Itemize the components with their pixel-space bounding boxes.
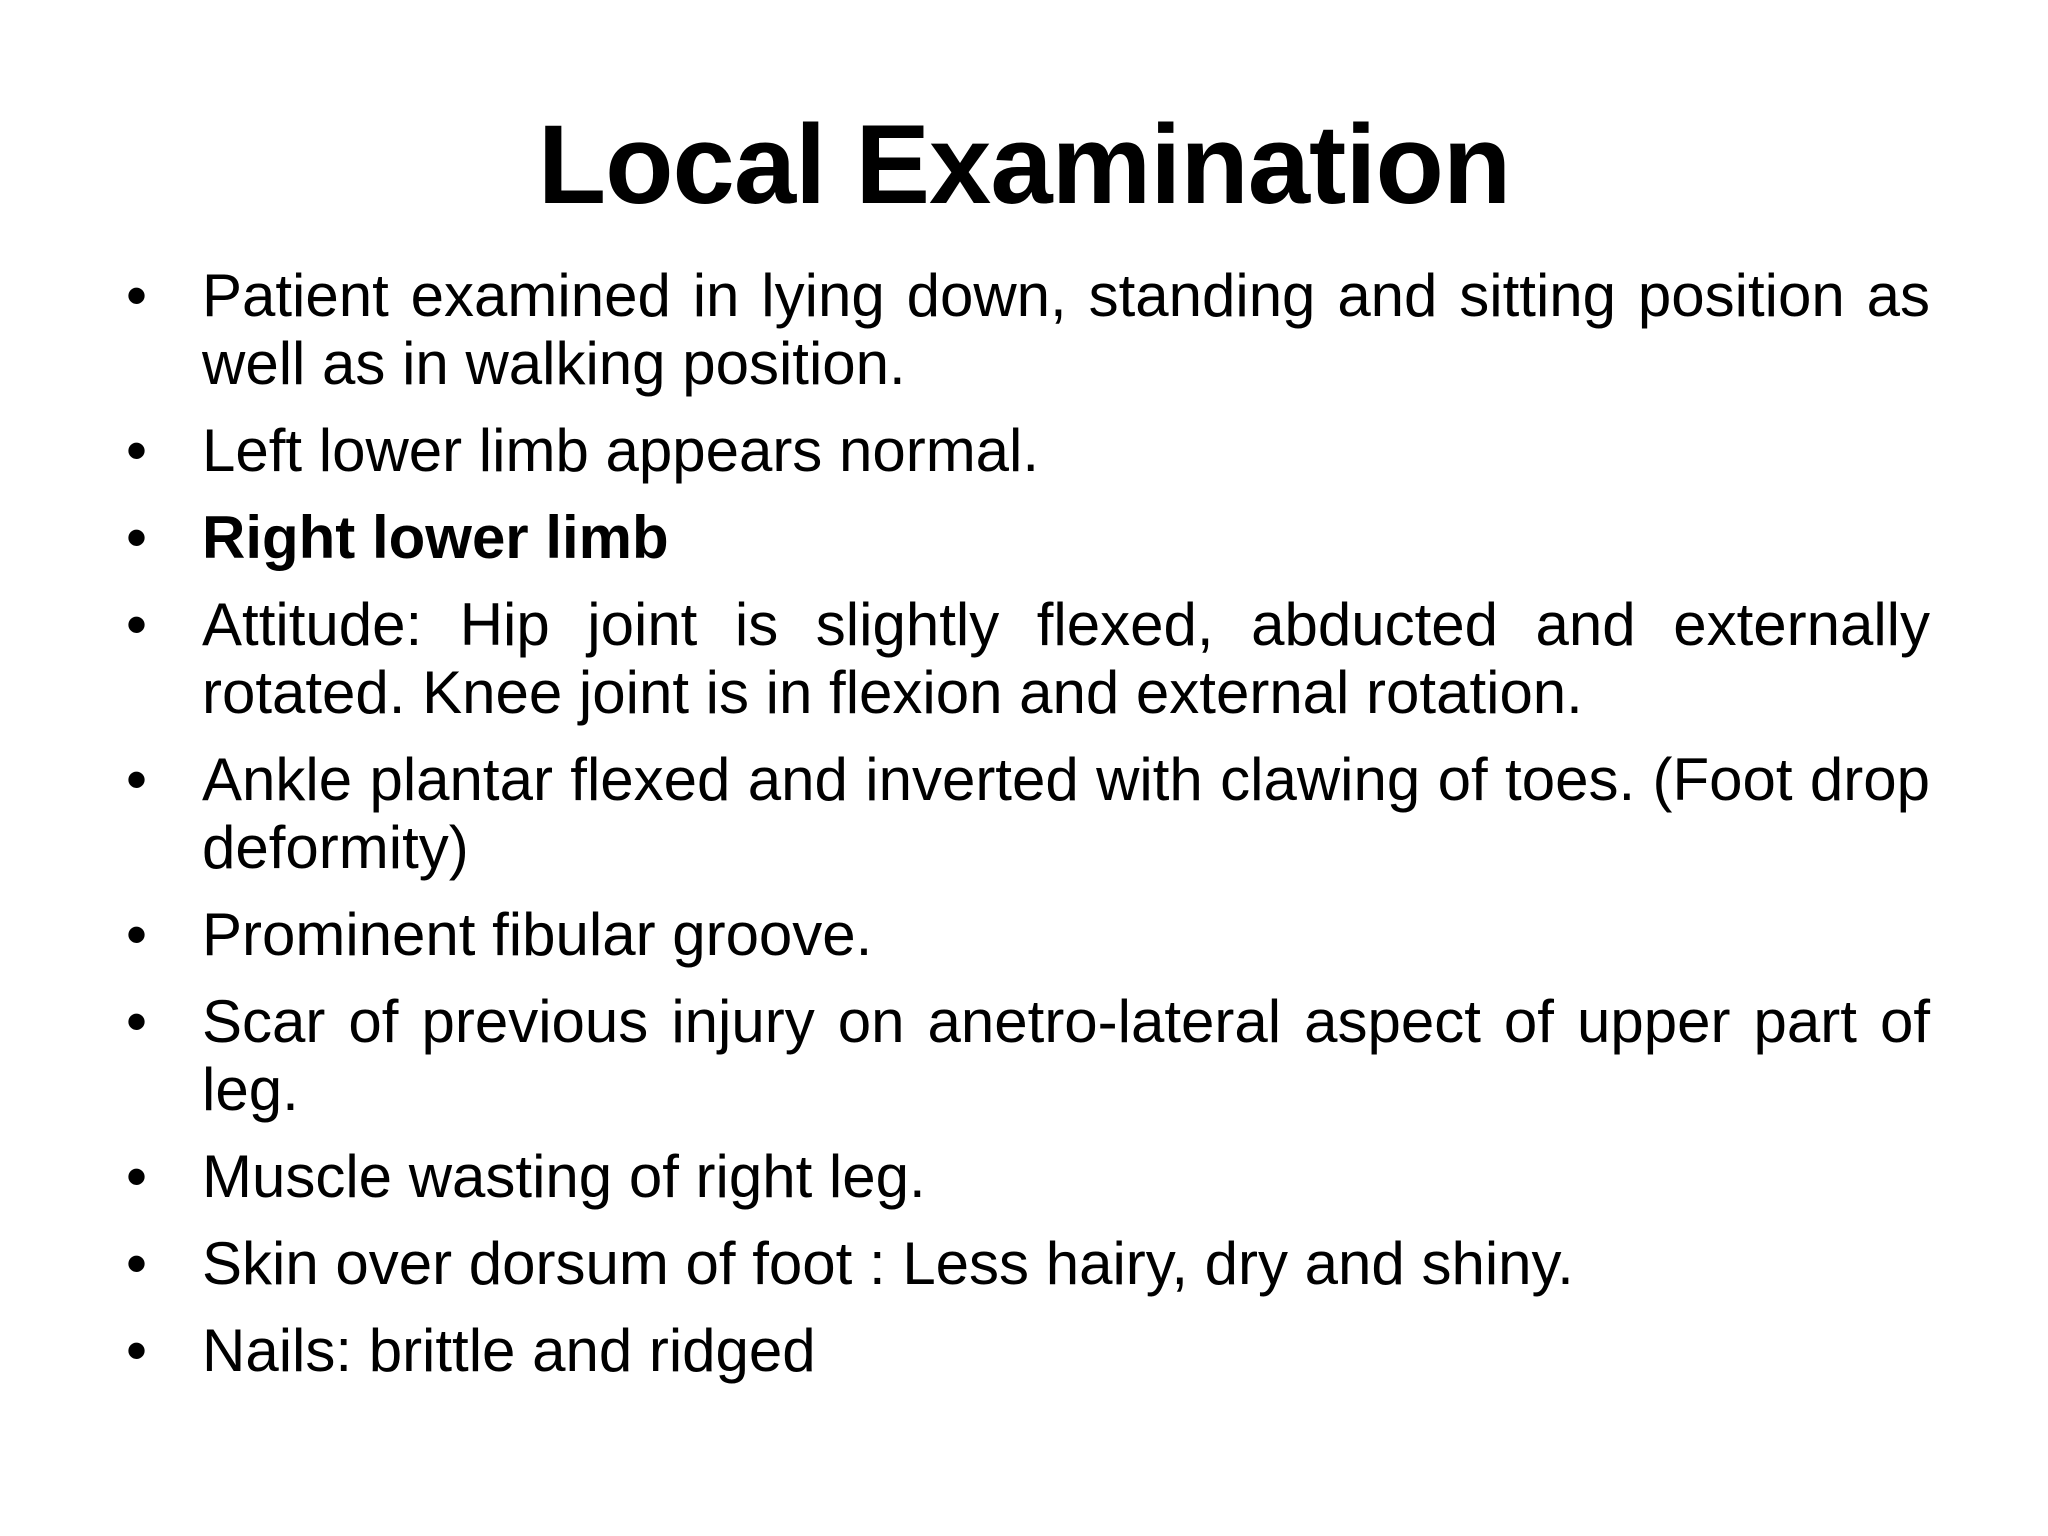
list-item xyxy=(120,504,1930,572)
bullet-icon: • xyxy=(126,1317,148,1384)
list-item-text: Nails: brittle and ridged xyxy=(202,1317,816,1384)
bullet-icon: • xyxy=(126,591,148,658)
list-item-text: Ankle plantar flexed and inverted with clawing of toes. (Foot drop deformity) xyxy=(202,746,1930,881)
list-item-text: Prominent fibular groove. xyxy=(202,901,873,968)
list-item xyxy=(120,901,1930,969)
list-item-text: Scar of previous injury on anetro-lateral aspect of upper part of leg. xyxy=(202,988,1930,1123)
list-item xyxy=(120,1143,1930,1211)
list-item-text: Patient examined in lying down, standing and sitting position as well as in walking position. xyxy=(202,262,1930,397)
list-item xyxy=(120,988,1930,1124)
list-item-text: Muscle wasting of right leg. xyxy=(202,1143,926,1210)
bullet-list xyxy=(120,262,1930,1404)
list-item-text: Skin over dorsum of foot : Less hairy, dry and shiny. xyxy=(202,1230,1574,1297)
slide-title: Local Examination xyxy=(537,102,1511,227)
list-item xyxy=(120,591,1930,727)
bullet-icon: • xyxy=(126,1143,148,1210)
list-item xyxy=(120,1317,1930,1385)
list-item xyxy=(120,417,1930,485)
list-item-text: Attitude: Hip joint is slightly flexed, abducted and externally rotated. Knee joint is in flexion and external rotation. xyxy=(202,591,1930,726)
list-item xyxy=(120,746,1930,882)
bullet-icon: • xyxy=(126,988,148,1055)
bullet-icon: • xyxy=(126,262,148,329)
list-item-heading: Right lower limb xyxy=(202,504,669,571)
bullet-icon: • xyxy=(126,1230,148,1297)
list-item-text: Left lower limb appears normal. xyxy=(202,417,1040,484)
bullet-icon: • xyxy=(126,901,148,968)
list-item xyxy=(120,1230,1930,1298)
list-item xyxy=(120,262,1930,398)
bullet-icon: • xyxy=(126,417,148,484)
bullet-icon: • xyxy=(126,504,148,571)
bullet-icon: • xyxy=(126,746,148,813)
